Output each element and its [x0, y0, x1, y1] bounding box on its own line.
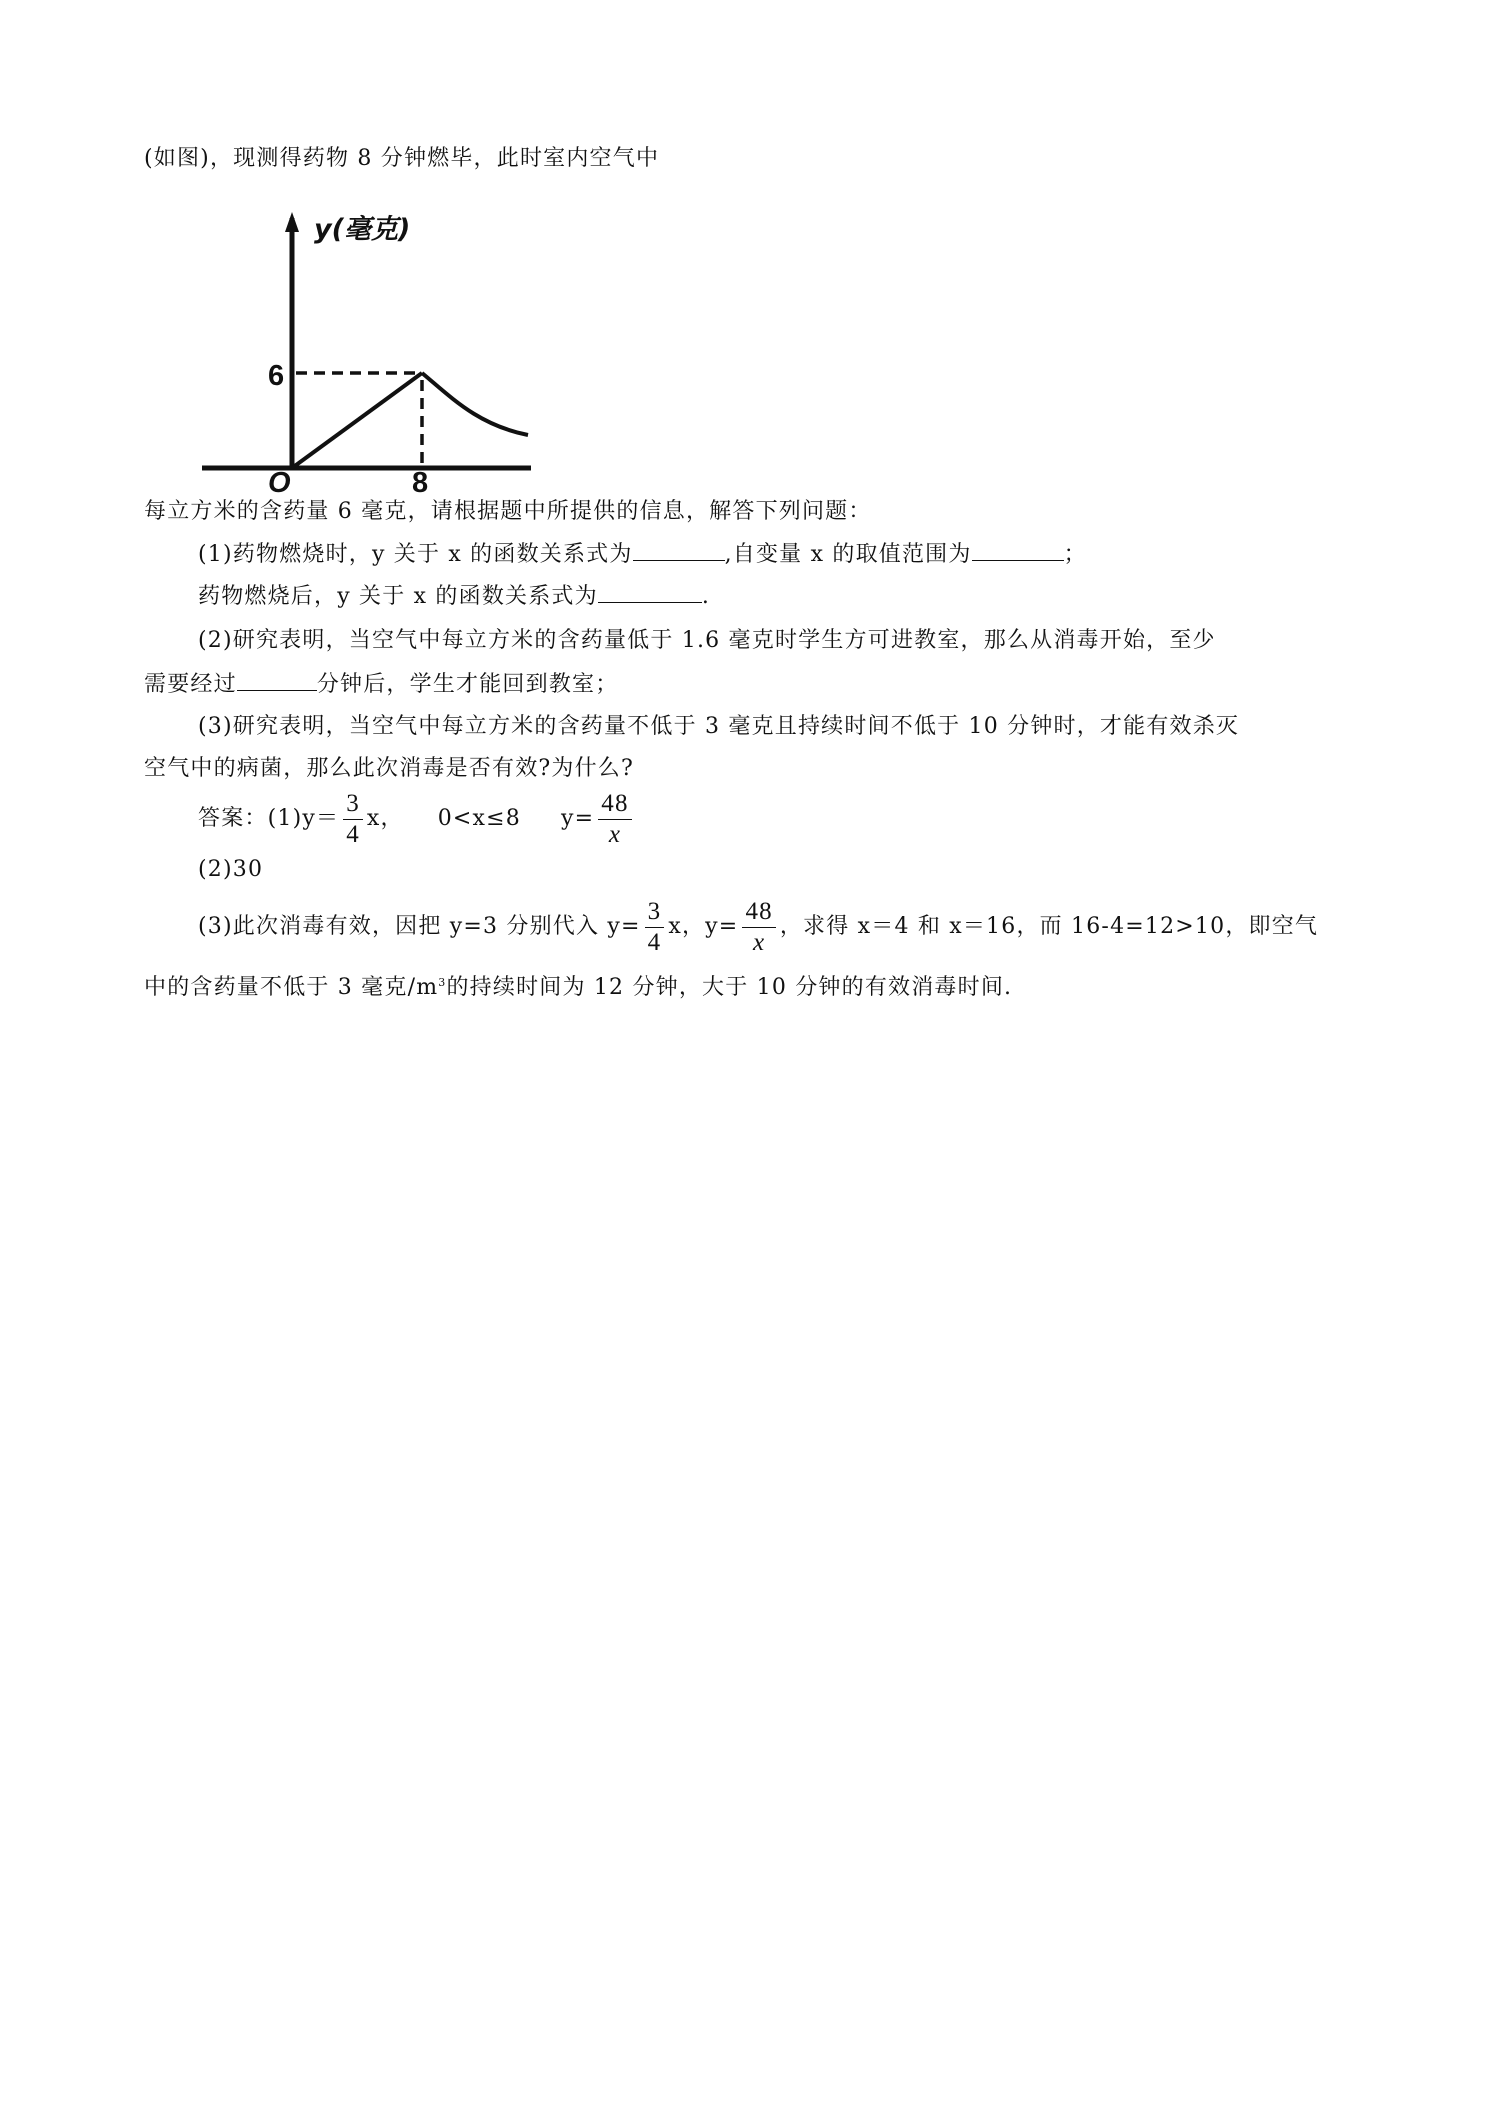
fraction-denominator: 4 [647, 928, 662, 956]
fraction-48-over-x [598, 789, 631, 850]
fraction-numerator: 48 [601, 789, 629, 817]
intro-line [144, 144, 659, 174]
answer-line-2 [198, 855, 263, 885]
fraction-numerator: 48 [745, 897, 773, 925]
answer-part-3-d: 中的含药量不低于 3 毫克/m [144, 975, 439, 1000]
q1a-text-1: (1)药物燃烧时，y 关于 x 的函数关系式为 [198, 542, 633, 567]
answer-line-3 [198, 892, 1318, 962]
answer-blank[interactable] [237, 668, 317, 691]
q1a-text-2: ,自变量 x 的取值范围为 [724, 542, 972, 567]
answer-line-1 [198, 784, 636, 854]
question-3-line-1 [198, 712, 1239, 742]
y-tick-label: 6 [268, 360, 285, 392]
answer-blank[interactable] [633, 538, 725, 561]
answer-part-3-b: x，y= [668, 914, 739, 939]
fraction-denominator: x [608, 820, 622, 848]
q2-text-2: 需要经过 [144, 672, 237, 697]
fraction-denominator: 4 [346, 820, 360, 848]
q3-text-2: 空气中的病菌，那么此次消毒是否有效?为什么? [144, 756, 634, 781]
q1b-text-1: 药物燃烧后，y 关于 x 的函数关系式为 [198, 584, 598, 609]
answer-blank[interactable] [972, 538, 1064, 561]
answer-part-2: (2)30 [198, 857, 264, 882]
answer-blank[interactable] [598, 580, 702, 603]
fraction-numerator: 3 [346, 789, 360, 817]
answer-part-3-e: 的持续时间为 12 分钟，大于 10 分钟的有效消毒时间. [446, 975, 1013, 1000]
question-2-line-1 [198, 626, 1216, 656]
answer-line-4 [144, 968, 1012, 1003]
fraction-three-quarters [645, 897, 665, 958]
y-axis-arrow-icon [285, 212, 299, 232]
y-axis-label: y(毫克) [314, 214, 411, 245]
q3-text-1: (3)研究表明，当空气中每立方米的含药量不低于 3 毫克且持续时间不低于 10 分钟时，才能有效杀灭 [198, 714, 1240, 739]
answer-label: 答案：(1)y＝ [198, 806, 340, 831]
function-graph [196, 200, 536, 500]
answer-y-eq: y= [561, 806, 595, 831]
superscript-3: 3 [438, 976, 447, 989]
x-tick-label: 8 [412, 467, 429, 499]
question-1a [198, 538, 1087, 570]
question-2-line-2 [144, 668, 618, 700]
q2-text-3: 分钟后，学生才能回到教室； [316, 672, 619, 697]
question-line-2 [144, 497, 872, 527]
fraction-numerator: 3 [647, 897, 662, 925]
q1b-text-2: . [701, 584, 711, 609]
q1a-text-3: ； [1063, 542, 1087, 567]
answer-part-3-c: ，求得 x＝4 和 x＝16，而 16-4=12>10，即空气 [779, 914, 1319, 939]
question-3-line-2 [144, 754, 634, 784]
q2-text-1: (2)研究表明，当空气中每立方米的含药量低于 1.6 毫克时学生方可进教室，那么从消毒开始，至少 [198, 628, 1216, 653]
fraction-48-over-x [742, 897, 775, 958]
answer-part-3-a: (3)此次消毒有效，因把 y=3 分别代入 y= [198, 914, 641, 939]
linear-segment [292, 373, 422, 468]
fraction-denominator: x [753, 928, 766, 956]
answer-range: 0<x≤8 [437, 806, 521, 831]
origin-label: O [268, 467, 291, 499]
question-text-2: 每立方米的含药量 6 毫克，请根据题中所提供的信息，解答下列问题： [144, 499, 872, 524]
decay-curve [422, 373, 528, 435]
answer-x-text: x， [366, 806, 404, 831]
intro-text: (如图)，现测得药物 8 分钟燃毕，此时室内空气中 [144, 146, 660, 171]
fraction-three-quarters [343, 789, 363, 850]
question-1b [198, 580, 710, 612]
